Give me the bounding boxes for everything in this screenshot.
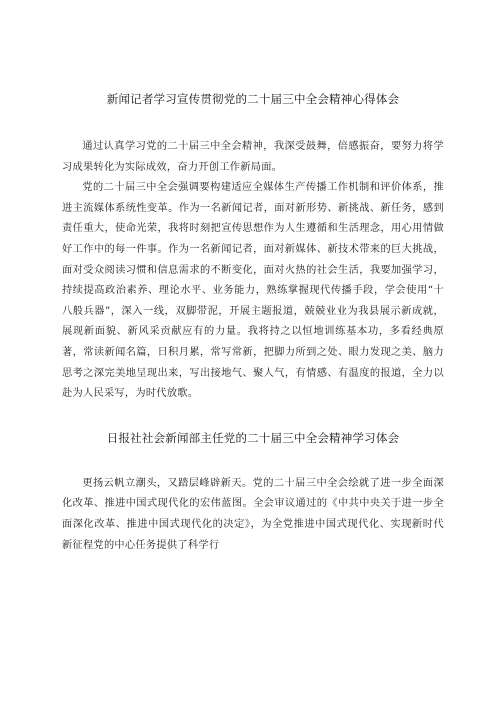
article-1-body xyxy=(62,137,444,405)
article-1-title: 新闻记者学习宣传贯彻党的二十届三中全会精神心得体会 xyxy=(106,92,400,106)
article-2-body xyxy=(62,474,444,556)
article-1-paragraph-2: 党的二十届三中全会强调要构建适应全媒体生产传播工作机制和评价体系，推进主流媒体系统性变革。作为一名新闻记者，面对新形势、新挑战、新任务，感到责任重大，使命光荣，我将时刻把宣传思想作为人生遵循和生活理念，用心用情做好工作中的每一件事。作为一名新闻记者，面对新媒体、新技术带来的巨大挑战，面对受众阅读习惯和信息需求的不断变化，面对火热的社会生活，我要加强学习，持续提高政治素养、理论水平、业务能力，熟练掌握现代传播手段，学会使用“十八般兵器”，深入一线，双脚带泥，开展主题报道，兢兢业业为我县展示新成就，展现新面貌、新风采贡献应有的力量。我将持之以恒地训练基本功，多看经典原著，常读新闻名篇，日积月累，常写常新，把脚力所到之处、眼力发现之美、脑力思考之深完美地呈现出来，写出接地气、聚人气，有情感、有温度的报道，全力以赴为人民采写，为时代放歌。 xyxy=(62,182,444,400)
article-2-paragraph-1: 更扬云帆立潮头，又踏层峰辟新天。党的二十届三中全会绘就了进一步全面深化改革、推进中国式现代化的宏伟蓝图。全会审议通过的《中共中央关于进一步全面深化改革、推进中国式现代化的决定》，为全党推进中国式现代化、实现新时代新征程党的中心任务提供了科学行 xyxy=(62,477,444,551)
article-2-title: 日报社社会新闻部主任党的二十届三中全会精神学习体会 xyxy=(106,430,400,445)
article-1-paragraph-1: 通过认真学习党的二十届三中全会精神，我深受鼓舞，倍感振奋，要努力将学习成果转化为实际成效，奋力开创工作新局面。 xyxy=(62,141,444,173)
